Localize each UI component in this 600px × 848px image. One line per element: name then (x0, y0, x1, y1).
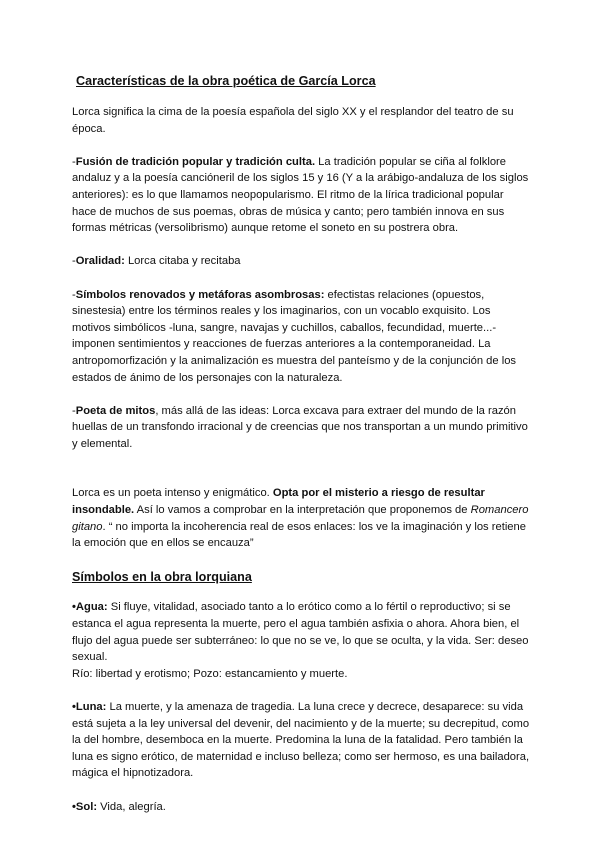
feature-item-simbolos (72, 287, 530, 387)
closing-bold: Opta por el misterio a riesgo de resultar insondable. (72, 487, 485, 517)
symbol-heading: •Luna: (72, 701, 107, 713)
closing-paragraph (72, 485, 530, 551)
item-text: , más allá de las ideas: Lorca excava para extraer del mundo de la razón huellas de un transfondo irracional y de creencias que nos transportan a un mundo primitivo y elemental. (72, 404, 528, 450)
symbol-item-sol (72, 799, 530, 816)
symbol-text: Si fluye, vitalidad, asociado tanto a lo erótico como a lo fértil o reproductivo; si se estanca el agua representa la muerte, pero el agua también asfixia o ahora. Ahora bien, el flujo del agua puede ser subterráneo: lo que no se ve, lo que se oculta, y la vida. Ser: deseo sexual. (72, 601, 529, 664)
item-prefix: - (72, 255, 76, 268)
closing-text-1: Lorca es un poeta intenso y enigmático. (72, 487, 273, 500)
item-text: Lorca citaba y recitaba (124, 255, 241, 268)
item-prefix: - (72, 288, 76, 301)
closing-text-3: . “ no importa la incoherencia real de esos enlaces: los ve la imaginación y los retiene la emoción que en ellos se encauza” (72, 520, 526, 550)
item-heading: Símbolos renovados y metáforas asombrosas: (75, 288, 325, 301)
item-heading: Poeta de mitos (75, 404, 156, 417)
feature-item-mitos (72, 403, 530, 453)
symbol-extra: Río: libertad y erotismo; Pozo: estancamiento y muerte. (72, 667, 348, 680)
section-2-title: Símbolos en la obra lorquiana (72, 570, 252, 585)
symbol-heading: •Agua: (72, 601, 108, 614)
item-prefix: - (72, 404, 76, 417)
section-1-title: Características de la obra poética de García Lorca (76, 74, 376, 88)
item-prefix: - (72, 155, 76, 168)
intro-paragraph: Lorca significa la cima de la poesía española del siglo XX y el resplandor del teatro de su época. (72, 106, 514, 135)
symbol-text: Vida, alegría. (97, 800, 166, 813)
symbol-item-agua (72, 599, 530, 682)
symbol-heading: •Sol: (72, 800, 98, 813)
item-heading: Oralidad: (75, 255, 125, 268)
book-title: Romancero gitano (72, 504, 529, 533)
item-text: La tradición popular se ciña al folklore andaluz y a la poesía cancióneril de los siglos 15 y 16 (Y a la arábigo-andaluza de los siglos anteriores): es lo que llamamos neopopularismo. El ritmo de la lírica tradicional popular hace de muchos de sus poemas, obras de música y canto; pero también innova en sus formas métricas (versolibrismo) aunque retome el soneto en su postrera obra. (72, 155, 529, 235)
item-heading: Fusión de tradición popular y tradición culta. (75, 155, 316, 168)
symbol-text: La muerte, y la amenaza de tragedia. La luna crece y decrece, desaparece: su vida está sujeta a la ley universal del devenir, del nacimiento y de la muerte; su decrepitud, como la del hombre, desemboca en la muerte. Predomina la luna de la fatalidad. Pero también la luna es signo erótico, de maternidad e incluso belleza; como ser hermoso, es una bailadora, mágica el hipnotizadora. (72, 701, 530, 780)
feature-item-oralidad (72, 253, 530, 270)
closing-text-2: Así lo vamos a comprobar en la interpretación que proponemos de (134, 504, 471, 517)
feature-item-fusion (72, 154, 530, 237)
symbol-item-luna (72, 699, 530, 782)
item-text: efectistas relaciones (opuestos, sinestesia) entre los términos reales y los imaginarios, con un vocablo exquisito. Los motivos simbólicos -luna, sangre, navajas y cuchillos, caballos, fecundidad, muerte...- imponen sentimientos y reacciones de fuerzas anteriores a la contemporaneidad. La antropomorfización y la animalización es muestra del panteísmo y de la conjunción de los estados de ánimo de los personajes con la naturaleza. (72, 288, 517, 384)
